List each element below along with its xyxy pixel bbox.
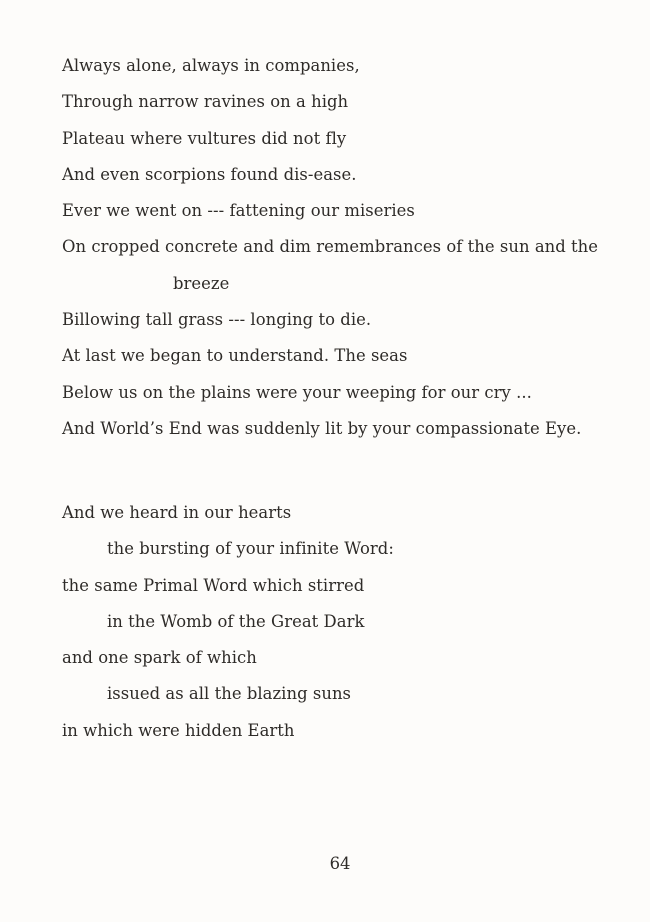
poem-stanza-2 [62,495,394,749]
poem-line: Billowing tall grass --- longing to die. [62,310,372,330]
poem-line: Below us on the plains were your weeping for our cry ... [62,382,532,402]
poem-line: Through narrow ravines on a high [62,92,349,112]
poem-line: On cropped concrete and dim remembrances of the sun and the [62,237,599,257]
poem-line: And we heard in our hearts [62,503,292,522]
poem-line-indented: issued as all the blazing suns [107,684,352,704]
poem-line: and one spark of which [62,648,257,668]
poem-line: the same Primal Word which stirred [62,575,365,595]
poem-line: Always alone, always in companies, [62,56,360,75]
poem-line-indented: in the Womb of the Great Dark [107,611,365,631]
poem-line: Ever we went on --- fattening our miseries [62,201,415,221]
page-number: 64 [329,854,351,873]
poem-line-continuation: breeze [173,273,230,293]
poem-line: And even scorpions found dis-ease. [62,164,357,184]
poem-line: in which were hidden Earth [62,720,295,740]
poem-stanza-1 [62,48,598,447]
poem-line: At last we began to understand. The seas [62,346,408,366]
poem-line: Plateau where vultures did not fly [62,128,347,148]
poem-line-indented: the bursting of your infinite Word: [107,539,394,559]
poem-line: And World’s End was suddenly lit by your compassionate Eye. [62,418,582,438]
